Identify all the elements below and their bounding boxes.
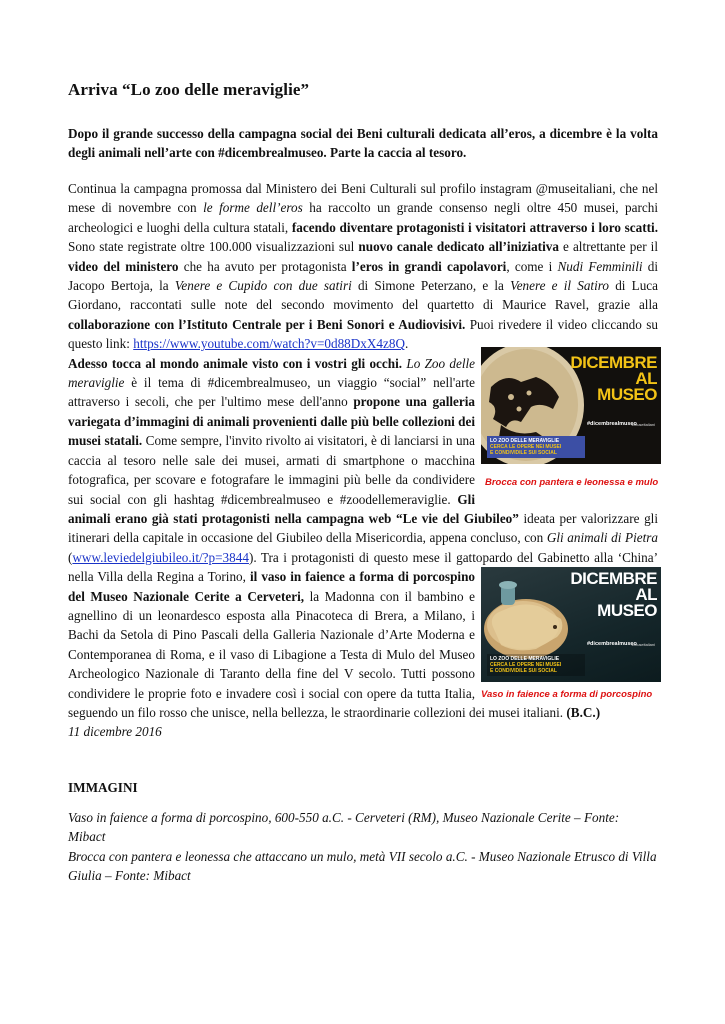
figure-vaso <box>481 567 661 701</box>
poster-handle: #museitaliani <box>631 421 655 427</box>
giubileo-link[interactable]: www.leviedelgiubileo.it/?p=3844 <box>72 549 249 565</box>
article-date: 11 dicembre 2016 <box>68 724 162 740</box>
image-credits <box>68 808 658 886</box>
poster-image-brocca <box>481 347 661 464</box>
image-credit-1: Vaso in faience a forma di porcospino, 600-550 a.C. - Cerveteri (RM), Museo Nazionale Cerite – Fonte: Mibact <box>68 809 620 845</box>
figure-brocca <box>481 347 661 492</box>
paragraph-2: Adesso tocca al mondo animale visto con i vostri gli occhi. Lo Zoo delle meraviglie è il tema di #dicembrealmuseo, un viaggio “social” nell'arte attraverso i secoli, che per l'ultimo mese dell'anno propone una galleria variegata d’immagini di animali provenienti dalle più belle collezioni dei musei statali. Come sempre, l'invito rivolto ai visitatori, è di lanciarsi in una caccia al tesoro nelle sale dei musei, armati di smartphone o macchina fotografica, per scovare e fotografare le immagini più belle da condividere sui social con gli hashtag #dicembrealmuseo e #zoodellemeraviglie. Gli animali erano già stati protagonisti nella campagna web “Le vie del Giubileo” ideata per valorizzare gli itinerari della capitale in occasione del Giubileo della Misericordia, appena concluso, con Gli animali di Pietra (www.leviedelgiubileo.it/?p=3844). Tra i protagonisti di questo mese il gattopardo del Gabinetto alla ‘China’ nella Villa della Regina a Torino, DICEMBRE AL MUSEO #dicembrealmuseo #museitaliani LO ZOO DELLE MERAVIGLIE CERCA LE OPERE NEI MUSEI E CONDIVIDILE SUI SOCIAL Vaso in faience a forma di porcospino il vaso in faience a forma di porcospino del Museo Nazionale Cerite a Cerveteri, la Madonna con il bambino e agnellino di un leonardesco esposta alla Pinacoteca di Brera, a Milano, i Bachi da Setola di Pino Pascali della Galleria Nazionale d’Arte Moderna e Contemporanea di Roma, e il vaso di Libagione a Testa di Mulo del Museo Archeologico Nazionale di Taranto della fine del V secolo. Tutti possono condividere le proprie foto e invadere così i social con opere da tutta Italia, seguendo un filo rosso che unisce, nella bellezza, le straordinarie collezioni dei musei italiani. (B.C.) <box>68 354 658 723</box>
article-intro: Dopo il grande successo della campagna social dei Beni culturali dedicata all’eros, a dicembre è la volta degli animali nell’arte con #dicembrealmuseo. Parte la caccia al tesoro. <box>68 126 658 160</box>
poster-image-vaso <box>481 567 661 682</box>
figure-caption-vaso: Vaso in faience a forma di porcospino <box>481 689 653 701</box>
poster-title-2: DICEMBRE AL MUSEO <box>570 569 657 621</box>
document-page <box>68 80 658 885</box>
poster-hashtag-2: #dicembrealmuseo <box>587 641 637 648</box>
youtube-link[interactable]: https://www.youtube.com/watch?v=0d88DxX4z8Q <box>133 336 405 352</box>
poster-banner: LO ZOO DELLE MERAVIGLIE CERCA LE OPERE NEI MUSEI E CONDIVIDILE SUI SOCIAL <box>487 436 585 458</box>
image-credit-2: Brocca con pantera e leonessa che attaccano un mulo, metà VII secolo a.C. - Museo Nazionale Etrusco di Villa Giulia – Fonte: Mibact <box>68 848 657 883</box>
poster-handle-2: #museitaliani <box>631 642 655 648</box>
images-heading: IMMAGINI <box>68 779 138 795</box>
poster-hashtag: #dicembrealmuseo <box>587 420 637 427</box>
figure-caption-brocca: Brocca con pantera e leonessa e mulo <box>485 476 659 488</box>
article-title: Arriva “Lo zoo delle meraviglie” <box>68 80 310 99</box>
poster-banner-2: LO ZOO DELLE MERAVIGLIE CERCA LE OPERE NEI MUSEI E CONDIVIDILE SUI SOCIAL <box>487 654 585 676</box>
paragraph-1: Continua la campagna promossa dal Ministero dei Beni Culturali sul profilo instagram @museitaliani, che nel mese di novembre con le forme dell’eros ha raccolto un grande consenso negli oltre 450 musei, parchi archeologici e luoghi della cultura statali, facendo diventare protagonisti i visitatori attraverso i loro scatti. Sono state registrate oltre 100.000 visualizzazioni sul nuovo canale dedicato all’iniziativa e altrettante per il video del ministero che ha avuto per protagonista l’eros in grandi capolavori, come i Nudi Femminili di Jacopo Bertoja, la Venere e Cupido con due satiri di Simone Peterzano, e la Venere e il Satiro di Luca Giordano, raccontati sulle note del secondo movimento del quartetto di Maurice Ravel, grazie alla collaborazione con l’Istituto Centrale per i Beni Sonori e Audiovisivi. Puoi rivedere il video cliccando su questo link: https://www.youtube.com/watch?v=0d88DxX4z8Q. <box>68 181 659 352</box>
poster-title: DICEMBRE AL MUSEO <box>570 352 657 404</box>
article-body <box>68 179 658 742</box>
